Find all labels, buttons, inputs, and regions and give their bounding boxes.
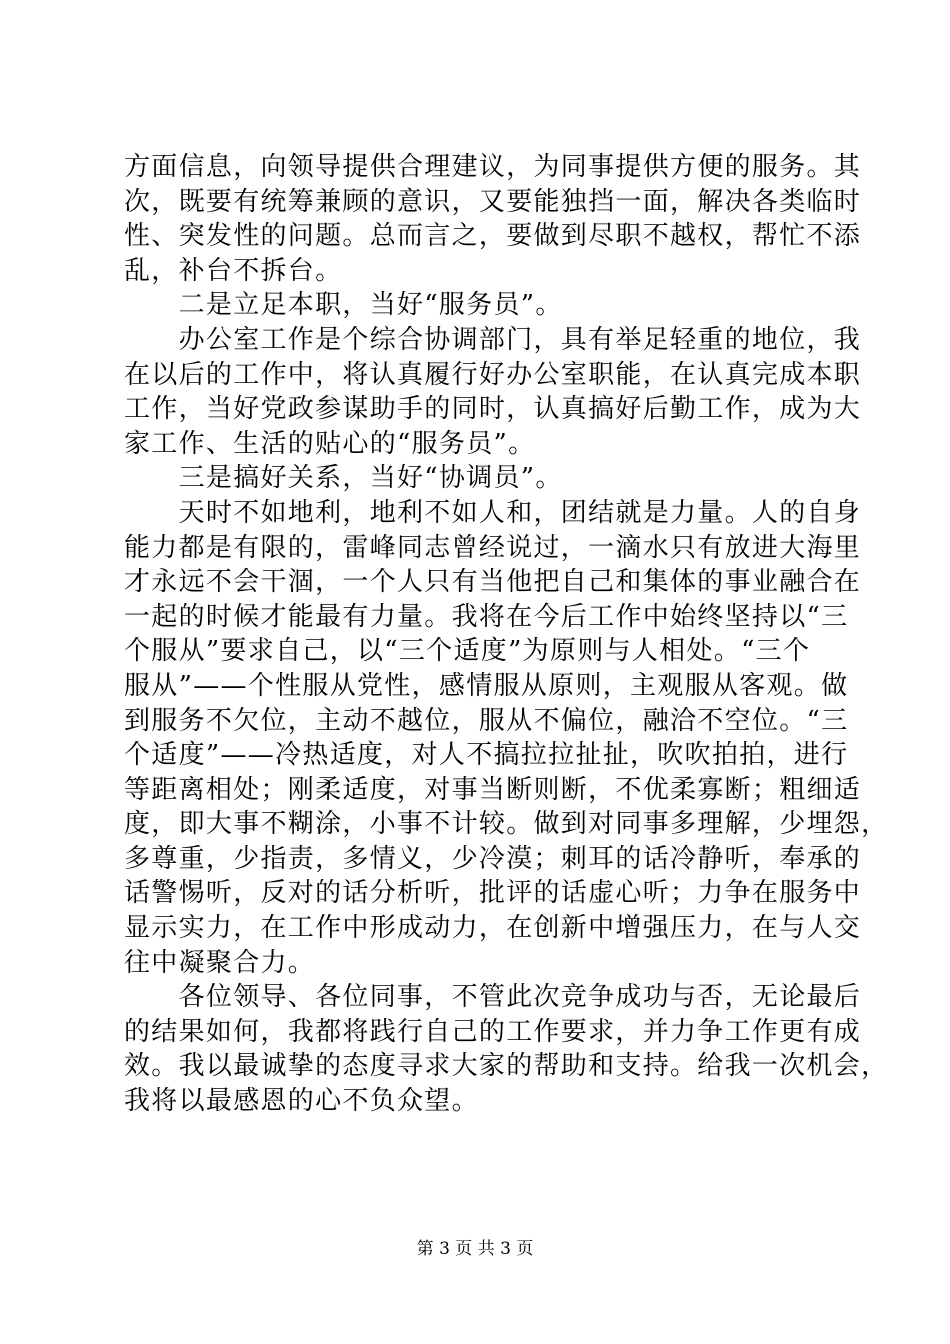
- section-heading: 三是搞好关系，当好“协调员”。: [124, 463, 563, 494]
- text-line: 显示实力，在工作中形成动力，在创新中增强压力，在与人交: [124, 913, 862, 944]
- text-line: 次，既要有统筹兼顾的意识，又要能独挡一面，解决各类临时: [124, 186, 862, 217]
- text-line: 往中凝聚合力。: [124, 947, 316, 978]
- text-line: 天时不如地利，地利不如人和，团结就是力量。人的自身: [124, 497, 862, 528]
- text-line: 在以后的工作中，将认真履行好办公室职能，在认真完成本职: [124, 359, 862, 390]
- text-line: 性、突发性的问题。总而言之，要做到尽职不越权，帮忙不添: [124, 221, 862, 252]
- page-footer: 第 3 页 共 3 页: [416, 1239, 534, 1259]
- text-line: 话警惕听，反对的话分析听，批评的话虚心听；力争在服务中: [124, 878, 862, 909]
- text-line: 方面信息，向领导提供合理建议，为同事提供方便的服务。其: [124, 152, 862, 182]
- text-line: 服从”——个性服从党性，感情服从原则，主观服从客观。做: [124, 670, 849, 701]
- text-line: 家工作、生活的贴心的“服务员”。: [124, 428, 536, 459]
- text-line: 等距离相处；刚柔适度，对事当断则断，不优柔寡断；粗细适: [124, 774, 862, 805]
- text-line: 能力都是有限的，雷峰同志曾经说过，一滴水只有放进大海里: [124, 532, 862, 563]
- text-line: 个适度”——冷热适度，对人不搞拉拉扯扯，吹吹拍拍，进行: [124, 740, 849, 771]
- text-line: 工作，当好党政参谋助手的同时，认真搞好后勤工作，成为大: [124, 394, 862, 425]
- document-body: [124, 150, 889, 1119]
- text-line: 各位领导、各位同事，不管此次竞争成功与否，无论最后: [124, 982, 862, 1013]
- text-line: 乱，补台不拆台。: [124, 255, 343, 286]
- text-line: 度，即大事不糊涂，小事不计较。做到对同事多理解，少埋怨，: [124, 809, 889, 840]
- text-line: 一起的时候才能最有力量。我将在今后工作中始终坚持以“三: [124, 601, 849, 632]
- section-heading: 二是立足本职，当好“服务员”。: [124, 290, 563, 321]
- text-line: 多尊重，少指责，多情义，少冷漠；刺耳的话冷静听，奉承的: [124, 843, 862, 874]
- text-line: 到服务不欠位，主动不越位，服从不偏位，融洽不空位。“三: [124, 705, 849, 736]
- text-line: 我将以最感恩的心不负众望。: [124, 1086, 479, 1117]
- text-line: 个服从”要求自己，以“三个适度”为原则与人相处。“三个: [124, 636, 811, 667]
- text-line: 的结果如何，我都将践行自己的工作要求，并力争工作更有成: [124, 1016, 862, 1047]
- text-line: 办公室工作是个综合协调部门，具有举足轻重的地位，我: [124, 324, 862, 355]
- text-line: 才永远不会干涸，一个人只有当他把自己和集体的事业融合在: [124, 567, 862, 598]
- text-line: 效。我以最诚挚的态度寻求大家的帮助和支持。给我一次机会，: [124, 1051, 889, 1082]
